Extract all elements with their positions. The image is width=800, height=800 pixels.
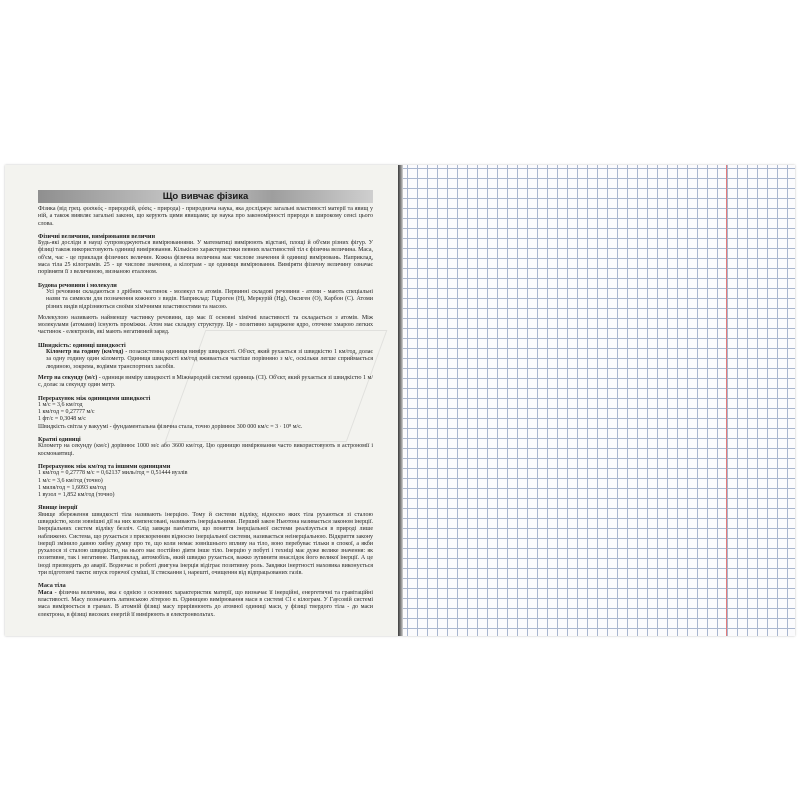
margin-line	[726, 165, 727, 636]
paragraph-quantities: Будь-які досліди в науці супроводжуються вимірюваннями. У математиці вимірюють відстані, площі й об'єми різних фігур. У фізиці також використовують одиниці вимірювання. Кількісно характеристики певних властивостей тіл є фізична величина. Маса, об'єм, час - це приклади фізичних величин. Кожна фізична величина має числове значення й одиниці вимірювань. Наприклад, маса тіла 25 кілограмів. 25 - це числове значення, а кілограм - це одиниця вимірювання. Виміряти фізичну величину означає порівняти її з величиною, визнаною еталоном.	[38, 240, 373, 276]
heading-mass: Маса тіла	[38, 582, 66, 590]
paragraph-cosmic: Кілометр на секунду (км/с) дорівнює 1000 м/с або 3600 км/год. Цю одиницю вимірювання часто використовують в астрономії і космонавтиці.	[38, 443, 373, 457]
conversion-line: 1 км/год = 0,27777 м/с	[38, 409, 95, 416]
paragraph-inertia: Явище збереження швидкості тіла називають інерцією. Тому й системи відліку, відносно яких тіла рухаються зі сталою швидкістю, коли зовнішні дії на них компенсовані, називають інерціальними. Перший закон Ньютона називається законом інерції. Інерціальних систем відліку безліч. Слід завжди пам'ятати, що поняття інерціальної системи реалізується в природі лише наближено. Система, що рухається з прискоренням відносно інерціальної системи, називається неінерціальною. Відкриття закону інерції змінило давню хибну думку про те, що коли немає зовнішнього впливу на тіло, воно перебуває тільки в спокої, а якби рухалося зі сталою швидкістю, на нього має постійно діяти інше тіло. Інерцію у побуті і техніці має дуже велике значення: як позитивне, так і негативне. Наприклад, автомобіль, який швидко рухається, важко зупинити внаслідок його великої інерції. А це іноді призводить до аварії. Водночас в роботі двигуна інерція відіграє позитивну роль. Завдяки інертності маховика виконується три підготовчі такти: впуск горючої суміші, її стискання і, нарешті, очищення від відпрацьованих газів.	[38, 511, 373, 577]
heading-quantities: Фізичні величини, вимірювання величин	[38, 232, 156, 240]
heading-speed-units: Швидкість: одиниці швидкості	[38, 341, 126, 349]
heading-cosmic: Кратні одиниці	[38, 436, 81, 444]
conversion-line: 1 м/с = 3,6 км/год	[38, 401, 83, 408]
left-page	[5, 165, 398, 636]
conversion-line: Швидкість світла у вакуумі - фундаментальна фізична стала, точно дорівнює 300 000 км/с = 3 · 10⁸ м/с.	[38, 423, 303, 430]
kmh-label: Кілометр на годину (км/год)	[46, 349, 124, 356]
paragraph-mass	[38, 590, 373, 619]
heading-inertia: Явище інерції	[38, 504, 78, 512]
mass-label: Маса	[38, 589, 53, 596]
title-banner	[38, 190, 373, 203]
paragraph-kmh	[38, 349, 373, 371]
other-units-line: 1 км/год = 0,27778 м/с = 0,62137 миль/год = 0,51444 вузлів	[38, 470, 188, 477]
ms-text: - одиниця виміру швидкості в Міжнародній системі одиниць (СІ). Об'єкт, який рухається зі швидкістю 1 м/с, долає за секунду один метр.	[38, 374, 373, 389]
notebook-spread	[5, 165, 795, 636]
right-page-grid	[403, 165, 795, 636]
paragraph-matter-atoms: Усі речовини складаються з дрібних частинок - молекул та атомів. Первинні складові речовини - атоми - мають спеціальні назви та символи для позначення кожного з видів. Наприклад: Гідроген (Н), Меркурій (Hg), Оксиген (О), Карбон (С). Атоми різних видів відрізняються своїми хімічними властивостями та масою.	[46, 288, 373, 310]
kmh-text: - позасистемна одиниця виміру швидкості. Об'єкт, який рухається зі швидкістю 1 км/год, долає за одну годину один кілометр. Одиниця швидкості км/год вживається частіше порівняно з м/с, оскільки легше сприймається людиною, зокрема, водіями транспортних засобів.	[46, 349, 373, 370]
intro-paragraph: Фізика (від грец. φυσικός - природній, φύσις - природа) - природнича наука, яка досліджує загальні властивості матерії та явищ у ній, а також виявляє загальні закони, що керують цими явищами; це наука про закономірності природи в широкому сенсі цього слова.	[38, 206, 373, 227]
page-title: Що вивчає фізика	[162, 191, 249, 202]
heading-conversion: Перерахунок між одиницями швидкості	[38, 394, 151, 402]
paragraph-matter-molecules: Молекулою називають найменшу частинку речовини, що має її основні хімічні властивості та складається з атомів. Між молекулами (атомами) існують проміжки. Атом має складну структуру. Це - позитивно заряджене ядро, оточене хмарою легких частинок - електронів, які мають негативний заряд.	[38, 314, 373, 336]
heading-other-units: Перерахунок між км/год та іншими одиницями	[38, 462, 171, 470]
paragraph-ms	[38, 375, 373, 390]
text-content	[38, 190, 373, 619]
ms-label: Метр на секунду (м/с)	[38, 374, 98, 381]
heading-matter: Будова речовини і молекули	[38, 281, 117, 289]
mass-text: - фізична величина, яка є однією з основних характеристик матерії, що визначає її інерційні, енергетичні та гравітаційні властивості. Масу позначають латинською літерою m. Одиницею вимірювання маси в системі СІ є кілограм. У Гаусовій системі маса вимірюється в грамах. В атомній фізиці масу прирівнюють до атомної одиниці маси, у фізиці твердого тіла - до маси електрона, в фізиці високих енергій її вимірюють в електронвольтах.	[38, 589, 373, 618]
other-units-line: 1 м/с = 3,6 км/год (точно)	[38, 477, 103, 484]
conversion-line: 1 фт/с = 0,3048 м/с	[38, 416, 86, 423]
other-units-line: 1 вузол = 1,852 км/год (точно)	[38, 492, 115, 499]
other-units-line: 1 миля/год = 1,6093 км/год	[38, 484, 107, 491]
